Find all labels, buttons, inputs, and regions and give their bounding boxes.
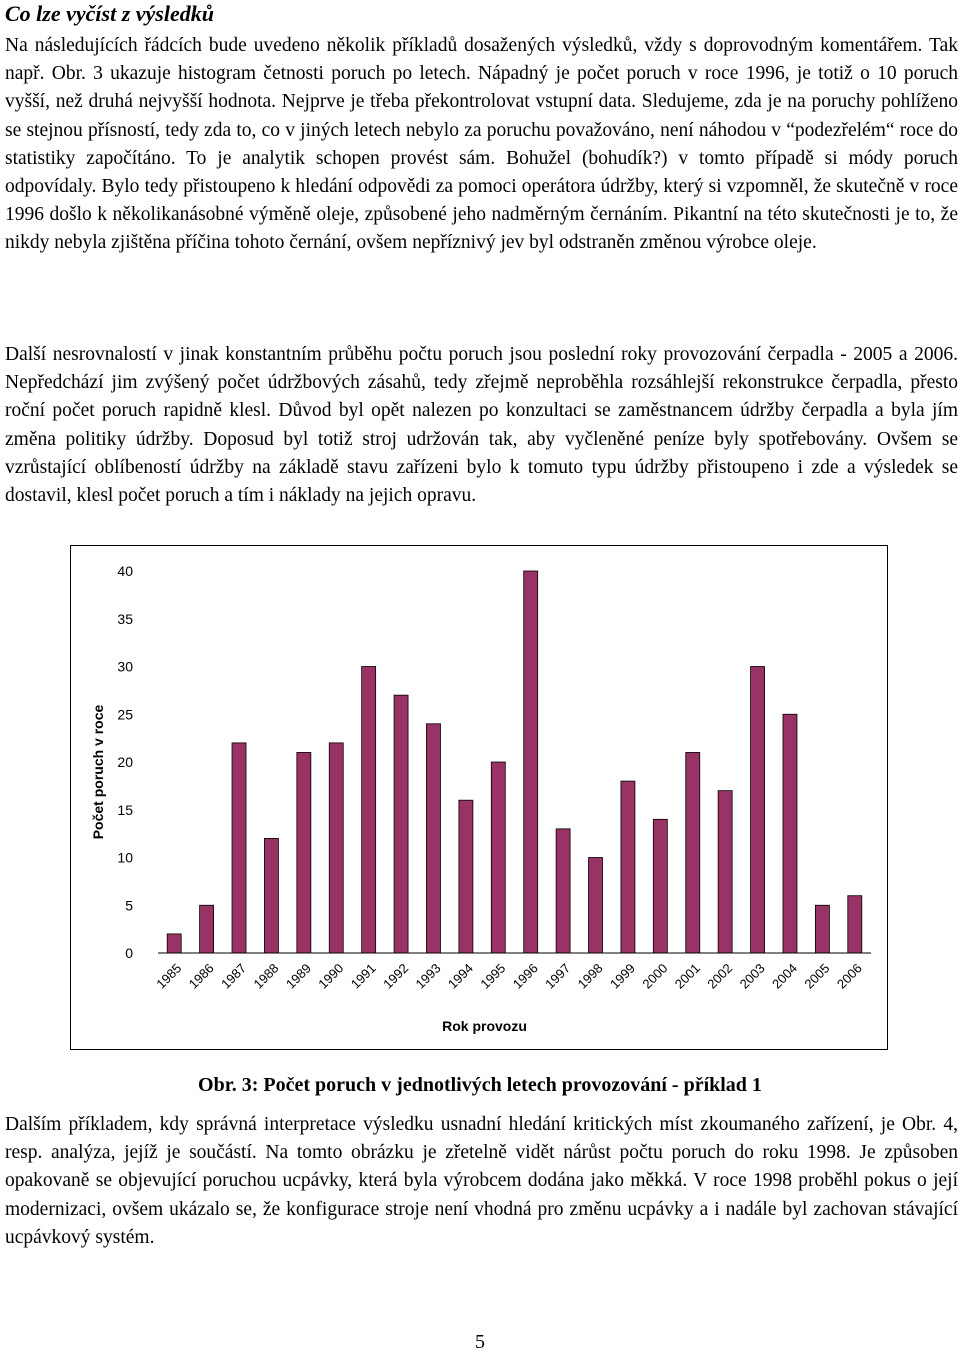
paragraph-anomaly: Další nesrovnalostí v jinak konstantním průběhu počtu poruch jsou poslední roky provozování čerpadla - 2005 a 2006. Nepředchází jim zvýšený počet údržbových zásahů, tedy zřejmě neproběhla rozsáhlejší rekonstrukce čerpadla, přesto roční počet poruch rapidně klesl. Důvod byl opět nalezen po konzultaci se zaměstnancem údržby čerpadla a byla jím změna politiky údržby. Doposud byl totiž stroj udržován tak, aby vyčleněné peníze byly spotřebovány. Ovšem se vzrůstající oblíbeností údržby na základě stavu zařízeni bylo k tomuto typu údržby přistoupeno i zde a výsledek se dostavil, klesl počet poruch a tím i náklady na jejich opravu. — [5, 344, 958, 507]
x-tick-label: 1988 — [250, 960, 282, 992]
bar-1988 — [264, 838, 278, 953]
paragraph-intro: Na následujících řádcích bude uvedeno několik příkladů dosažených výsledků, vždy s doprovodným komentářem. Tak např. Obr. 3 ukazuje histogram četnosti poruch po letech. Nápadný je počet poruch v roce 1996, je totiž o 10 poruch vyšší, než druhá nejvyšší hodnota. Nejprve je třeba překontrolovat vstupní data. Sledujeme, zda je na poruchy pohlíženo se stejnou přísností, tedy zda to, co v jiných letech nebylo za poruchu považováno, není náhodou v “podezřelém“ roce do statistiky započítáno. To je analytik schopen provést sám. Bohužel (bohudík?) v tomto případě si módy poruch odpovídaly. Bylo tedy přistoupeno k hledání odpovědi za pomoci operátora údržby, který si vzpomněl, že skutečně v roce 1996 došlo k několikanásobné výměně oleje, způsobené jeho nadměrným černáním. Pikantní na této skutečnosti je to, že nikdy nebyla zjištěna příčina tohoto černání, ovšem nepříznivý jev byl odstraněn změnou výrobce oleje. — [5, 35, 958, 254]
x-axis-title: Rok provozu — [442, 1018, 527, 1034]
bar-1987 — [232, 743, 246, 953]
bar-1989 — [297, 752, 311, 953]
x-tick-label: 1997 — [542, 960, 574, 992]
bar-1999 — [621, 781, 635, 953]
bar-1997 — [556, 829, 570, 953]
y-tick-label: 35 — [117, 610, 133, 627]
y-axis-title: Počet poruch v roce — [90, 704, 106, 840]
bar-1992 — [394, 695, 408, 953]
x-tick-label: 1985 — [153, 960, 185, 992]
x-tick-label: 1993 — [412, 960, 444, 992]
section-heading: Co lze vyčíst z výsledků — [5, 1, 214, 26]
x-tick-label: 1991 — [347, 960, 379, 992]
y-tick-label: 5 — [125, 897, 133, 914]
x-tick-label: 2003 — [736, 960, 768, 992]
bar-2000 — [653, 819, 667, 953]
x-tick-label: 1996 — [509, 960, 541, 992]
x-tick-label: 2001 — [671, 960, 703, 992]
x-tick-label: 1998 — [574, 960, 606, 992]
x-tick-label: 1995 — [477, 960, 509, 992]
x-tick-label: 2004 — [769, 960, 801, 992]
x-tick-label: 2006 — [833, 960, 865, 992]
page-number: 5 — [475, 1331, 485, 1353]
x-tick-label: 1994 — [444, 960, 477, 992]
x-tick-label: 1987 — [218, 960, 250, 992]
figure-caption: Obr. 3: Počet poruch v jednotlivých letech provozování - příklad 1 — [198, 1074, 762, 1096]
bar-1991 — [362, 667, 376, 954]
bar-1995 — [491, 762, 505, 953]
x-tick-label: 2005 — [801, 960, 833, 992]
x-tick-label: 1990 — [315, 960, 347, 992]
bar-1986 — [200, 905, 214, 953]
y-tick-label: 25 — [117, 706, 133, 723]
y-tick-label: 15 — [117, 801, 133, 818]
bar-1994 — [459, 800, 473, 953]
x-tick-label: 2002 — [704, 960, 736, 992]
y-tick-label: 20 — [117, 754, 133, 770]
bar-2004 — [783, 714, 797, 953]
chart-frame — [70, 545, 888, 1050]
x-tick-label: 1999 — [606, 960, 639, 992]
paragraph-example-2: Dalším příkladem, kdy správná interpretace výsledku usnadní hledání kritických míst zkoumaného zařízení, je Obr. 4, resp. analýza, jejíž je součástí. Na tomto obrázku je zřetelně vidět nárůst počtu poruch do roku 1998. Je způsoben opakovaně se objevující poruchou ucpávky, která byla výrobcem dodána jako měkká. V roce 1998 proběhl pokus o její modernizaci, ovšem ukázalo se, že konfigurace stroje není vhodná pro změnu ucpávky a i nadále byl zachovan stávající ucpávkový systém. — [5, 1114, 958, 1248]
bar-1990 — [329, 743, 343, 953]
y-tick-label: 40 — [117, 563, 133, 579]
bar-1996 — [524, 571, 538, 953]
x-tick-label: 1986 — [185, 960, 217, 992]
y-tick-label: 30 — [117, 658, 133, 675]
bar-1985 — [167, 934, 181, 953]
bar-2003 — [751, 667, 765, 954]
bar-2002 — [718, 791, 732, 953]
y-tick-label: 0 — [125, 945, 133, 961]
failure-histogram-chart — [71, 546, 889, 1051]
bar-2001 — [686, 752, 700, 953]
x-tick-label: 1992 — [380, 960, 412, 992]
bar-2005 — [815, 905, 829, 953]
bar-1998 — [589, 858, 603, 954]
y-tick-label: 10 — [117, 849, 133, 866]
x-tick-label: 2000 — [639, 960, 671, 992]
bar-2006 — [848, 896, 862, 953]
x-tick-label: 1989 — [282, 960, 314, 992]
bar-1993 — [426, 724, 440, 953]
